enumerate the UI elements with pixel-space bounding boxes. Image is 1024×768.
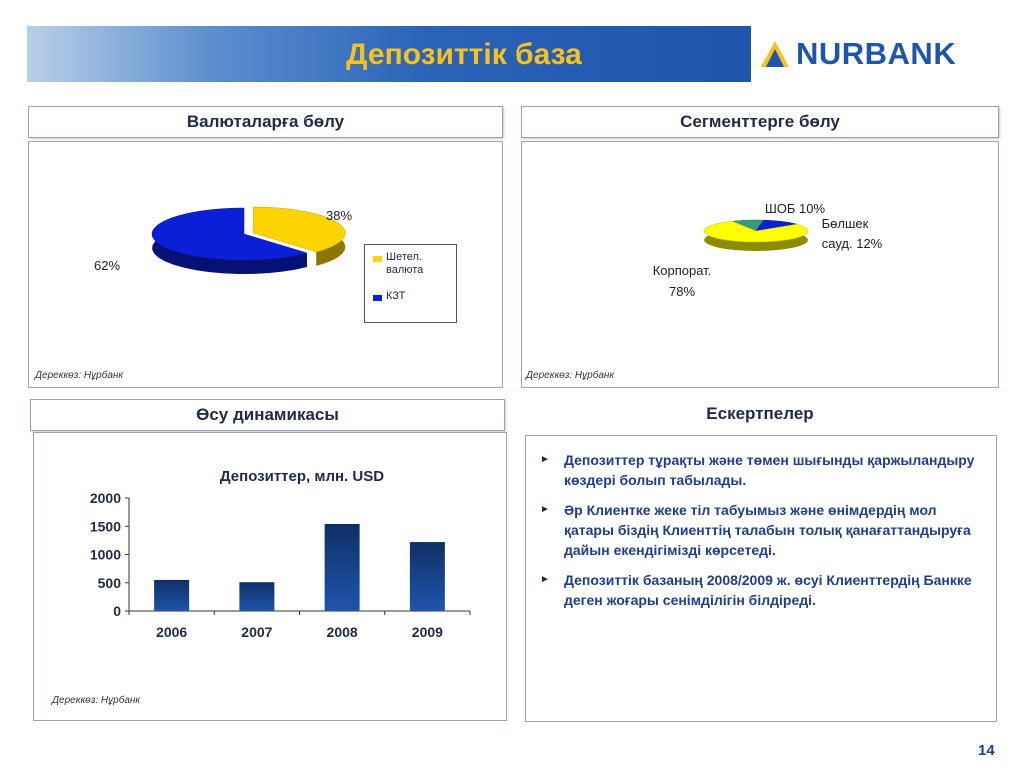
notes-section-title: Ескертпелер [525, 399, 995, 429]
currency-section-title: Валюталарға бөлу [28, 106, 503, 138]
currency-legend [364, 244, 457, 323]
note-item [536, 570, 986, 610]
x-tick-label: 2008 [326, 624, 358, 640]
y-tick-label: 2000 [89, 490, 121, 506]
x-tick-label: 2009 [411, 624, 443, 640]
segment-pie-data-label: Корпорат. [652, 263, 712, 278]
currency-pie-data-label: 38% [325, 208, 353, 223]
bullet-icon: ► [540, 454, 550, 465]
bar-2008 [325, 524, 360, 611]
y-tick-label: 1000 [89, 546, 121, 563]
x-tick-label: 2007 [241, 624, 273, 640]
note-item [536, 450, 986, 490]
segment-pie-chart [522, 142, 998, 387]
growth-section-title: Өсу динамикасы [30, 399, 505, 431]
notes-list [536, 450, 986, 620]
note-text: Депозиттер тұрақты және төмен шығынды қаржыландыру көздері болып табылады. [564, 452, 975, 488]
segment-source: Дереккөз: Нұрбанк [526, 370, 615, 381]
note-text: Әр Клиентке жеке тіл табуымыз және өнімдердің мол қатары біздің Клиенттің талабын толық қанағаттандыруға дайын екендігімізді көрсетеді. [564, 502, 971, 558]
deposits-bar-chart [34, 433, 506, 720]
x-tick-label: 2006 [156, 624, 188, 640]
logo-triangle-icon [760, 39, 790, 69]
note-text: Депозиттік базаның 2008/2009 ж. өсуі Клиенттердің Банкке деген жоғары сенімділігін білдіреді. [564, 572, 972, 608]
y-tick-label: 500 [97, 574, 121, 591]
legend-item-foreign [373, 251, 446, 277]
legend-swatch-foreign [373, 256, 382, 262]
bar-2007 [239, 582, 274, 611]
currency-source: Дереккөз: Нұрбанк [35, 370, 124, 381]
notes-panel [525, 435, 997, 722]
legend-item-kzt [373, 290, 405, 302]
bar-chart-title: Депозиттер, млн. USD [219, 468, 385, 485]
currency-pie-data-label: 62% [93, 258, 121, 273]
legend-label-kzt: КЗТ [386, 290, 406, 302]
nurbank-logo [760, 36, 1010, 72]
segment-pie-data-label: 78% [668, 284, 696, 299]
segment-section-title: Сегменттерге бөлу [521, 106, 999, 138]
growth-chart-panel [33, 432, 507, 721]
legend-swatch-kzt [373, 295, 382, 301]
bar-2009 [410, 542, 445, 611]
logo-text: NURBANK [796, 36, 957, 71]
y-tick-label: 0 [113, 603, 121, 619]
note-item [536, 500, 986, 560]
segment-pie-data-label: Бөлшек [821, 216, 869, 231]
legend-label-foreign: Шетел. валюта [386, 251, 424, 276]
currency-chart-panel [28, 141, 503, 388]
segment-chart-panel [521, 141, 999, 388]
y-tick-label: 1500 [89, 518, 121, 535]
bullet-icon: ► [540, 504, 550, 515]
growth-source: Дереккөз: Нұрбанк [52, 695, 141, 706]
page-title: Депозиттік база [346, 38, 582, 71]
segment-pie-data-label: ШОБ 10% [764, 201, 826, 216]
segment-pie-data-label: сауд. 12% [821, 236, 883, 251]
header-bar [27, 26, 751, 82]
page-number: 14 [978, 742, 995, 759]
bar-2006 [154, 580, 189, 611]
bullet-icon: ► [540, 574, 550, 585]
